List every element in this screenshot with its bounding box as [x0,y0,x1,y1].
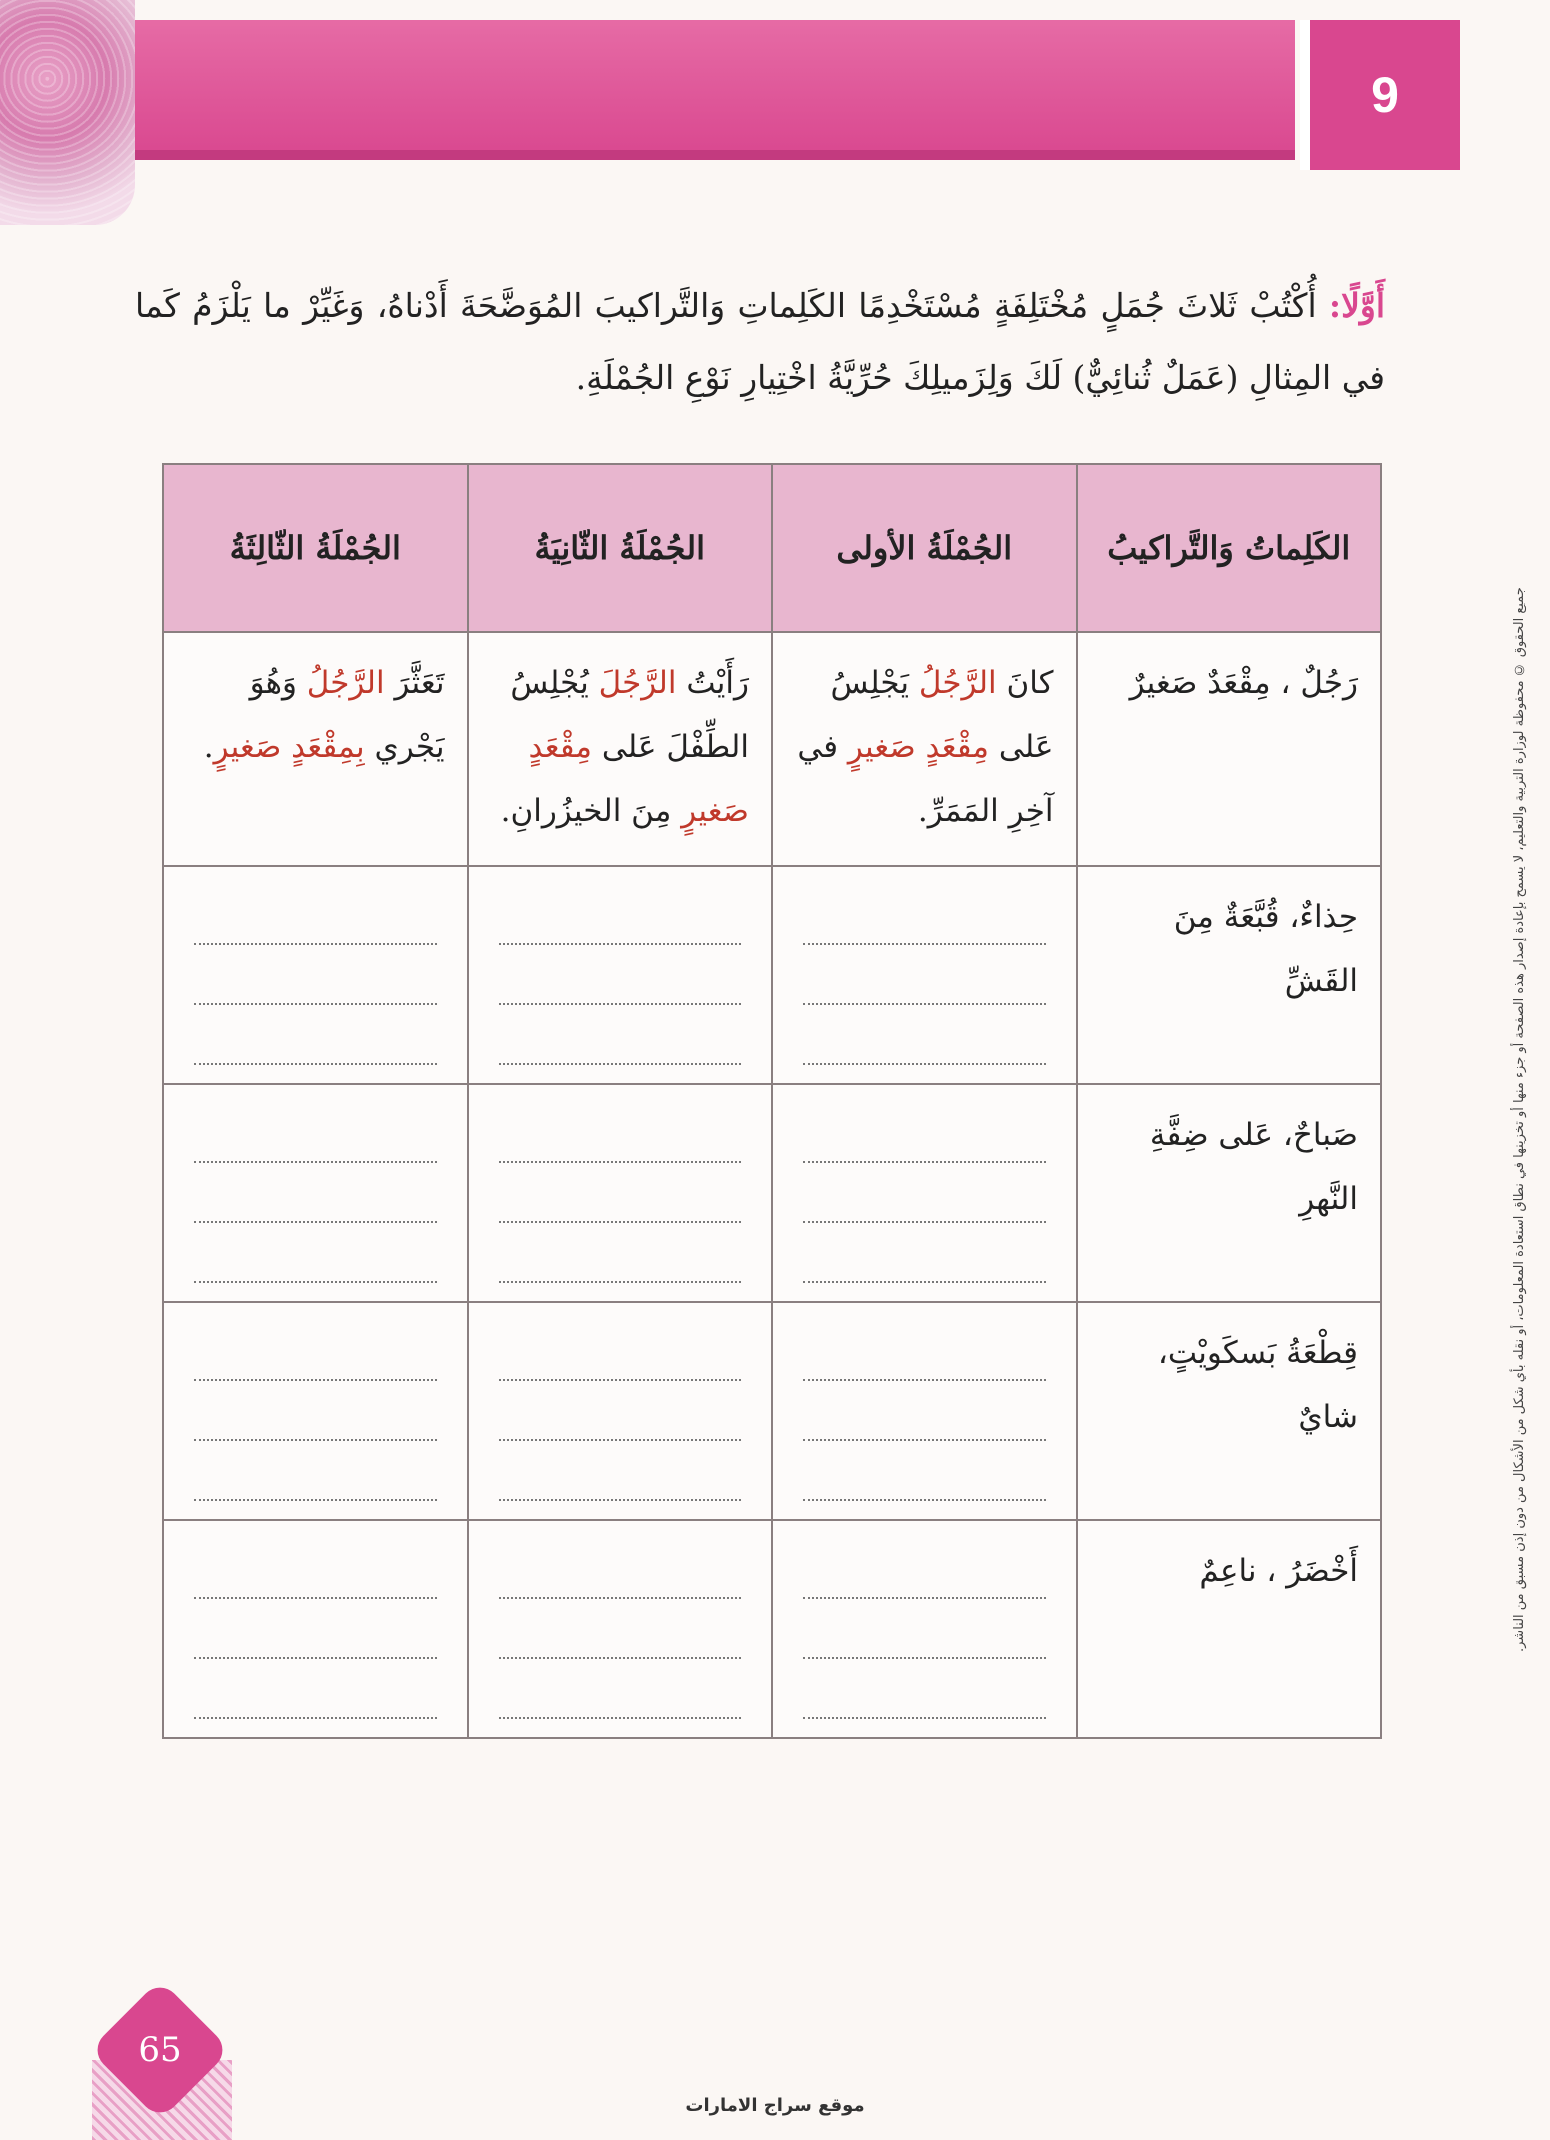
example-sentence-1: كانَ الرَّجُلُ يَجْلِسُ عَلى مِقْعَدٍ صَغيرٍ في آخِرِ المَمَرِّ. [772,632,1077,866]
table-row-example [163,632,1381,866]
answer-cell[interactable] [468,1084,773,1302]
answer-cell[interactable] [468,866,773,1084]
chapter-number: 9 [1300,20,1460,170]
answer-cell[interactable] [772,1520,1077,1738]
answer-cell[interactable] [163,1084,468,1302]
instructions-lead: أَوَّلًا: [1328,286,1385,325]
answer-cell[interactable] [163,1302,468,1520]
page-number: 65 [138,2030,182,2070]
example-sentence-2: رَأَيْتُ الرَّجُلَ يُجْلِسُ الطِّفْلَ عَلى مِقْعَدٍ صَغيرٍ مِنَ الخيزُرانِ. [468,632,773,866]
corner-decoration [0,0,135,225]
footer-text: موقع سراج الامارات [685,2095,865,2116]
header-sentence-1: الجُمْلَةُ الأولى [772,464,1077,632]
table-header-row [163,464,1381,632]
answer-cell[interactable] [163,1520,468,1738]
instructions-text: أُكْتُبْ ثَلاثَ جُمَلٍ مُخْتَلِفَةٍ مُسْتَخْدِمًا الكَلِماتِ وَالتَّراكيبَ المُوَضَّحَةَ أَدْناهُ، وَغَيِّرْ ما يَلْزَمُ كَما في المِثالِ (عَمَلٌ ثُنائِيٌّ) لَكَ وَلِزَميلِكَ حُرِّيَّةُ اخْتِيارِ نَوْعِ الجُمْلَةِ. [135,286,1385,397]
sentences-table [162,463,1382,1739]
table-row [163,1302,1381,1520]
copyright-notice: جميع الحقوق © محفوظة لوزارة التربية والتعليم، لا يسمح بإعادة إصدار هذه الصفحة أو جزء منها أو تخزينها في نطاق استعادة المعلومات، أو نقله بأي شكل من الأشكال من دون إذن مسبق من الناشر. [1512,587,1527,1653]
answer-cell[interactable] [772,1302,1077,1520]
header-sentence-3: الجُمْلَةُ الثّالِثَةُ [163,464,468,632]
instructions [135,270,1385,414]
header-band [135,20,1295,160]
header-words: الكَلِماتُ وَالتَّراكيبُ [1077,464,1382,632]
answer-cell[interactable] [772,866,1077,1084]
row-words: أَخْضَرُ ، ناعِمٌ [1077,1520,1382,1738]
example-sentence-3: تَعَثَّرَ الرَّجُلُ وَهُوَ يَجْري بِمِقْعَدٍ صَغيرٍ. [163,632,468,866]
answer-cell[interactable] [468,1520,773,1738]
table-row [163,1084,1381,1302]
example-words: رَجُلٌ ، مِقْعَدٌ صَغيرٌ [1077,632,1382,866]
header-sentence-2: الجُمْلَةُ الثّانِيَةُ [468,464,773,632]
table-row [163,866,1381,1084]
row-words: قِطْعَةُ بَسكَويْتٍ، شايٌ [1077,1302,1382,1520]
row-words: صَباحٌ، عَلى ضِفَّةِ النَّهرِ [1077,1084,1382,1302]
answer-cell[interactable] [163,866,468,1084]
answer-cell[interactable] [468,1302,773,1520]
answer-cell[interactable] [772,1084,1077,1302]
row-words: حِذاءٌ، قُبَّعَةٌ مِنَ القَشِّ [1077,866,1382,1084]
table-row [163,1520,1381,1738]
